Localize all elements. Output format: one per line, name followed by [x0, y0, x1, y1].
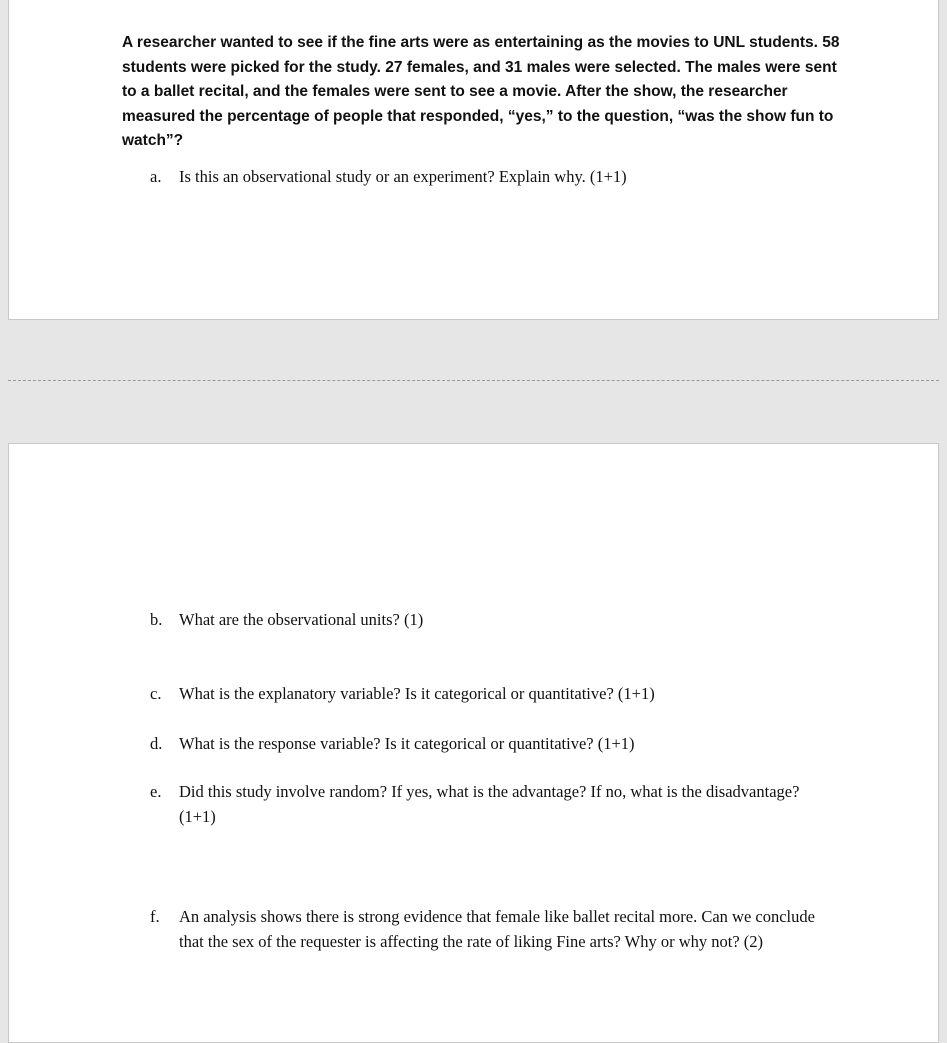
question-letter: b. — [150, 610, 163, 629]
question-c — [150, 681, 830, 706]
question-f — [150, 904, 830, 954]
question-a — [150, 164, 830, 189]
question-text: Did this study involve random? If yes, what is the advantage? If no, what is the disadvantage? (1+1) — [179, 782, 800, 826]
question-letter: d. — [150, 734, 163, 753]
question-text: What is the response variable? Is it categorical or quantitative? (1+1) — [179, 734, 635, 753]
question-text: An analysis shows there is strong evidence that female like ballet recital more. Can we conclude that the sex of the requester is affecting the rate of liking Fine arts? Why or why not? (2) — [179, 907, 815, 951]
question-e — [150, 779, 830, 829]
question-d — [150, 731, 830, 756]
page-break-line — [8, 380, 939, 381]
question-text: Is this an observational study or an experiment? Explain why. (1+1) — [179, 167, 627, 186]
document-page-2 — [8, 443, 939, 1043]
question-letter: f. — [150, 907, 160, 926]
question-letter: a. — [150, 167, 162, 186]
question-letter: c. — [150, 684, 162, 703]
question-text: What are the observational units? (1) — [179, 610, 424, 629]
document-page-1 — [8, 0, 939, 320]
question-letter: e. — [150, 782, 162, 801]
problem-intro: A researcher wanted to see if the fine arts were as entertaining as the movies to UNL students. 58 students were picked for the study. 27 females, and 31 males were selected. The males were sent to a ballet recital, and the females were sent to see a movie. After the show, the researcher measured the percentage of people that responded, “yes,” to the question, “was the show fun to watch”? — [122, 34, 840, 149]
question-b — [150, 607, 830, 632]
question-text: What is the explanatory variable? Is it categorical or quantitative? (1+1) — [179, 684, 655, 703]
